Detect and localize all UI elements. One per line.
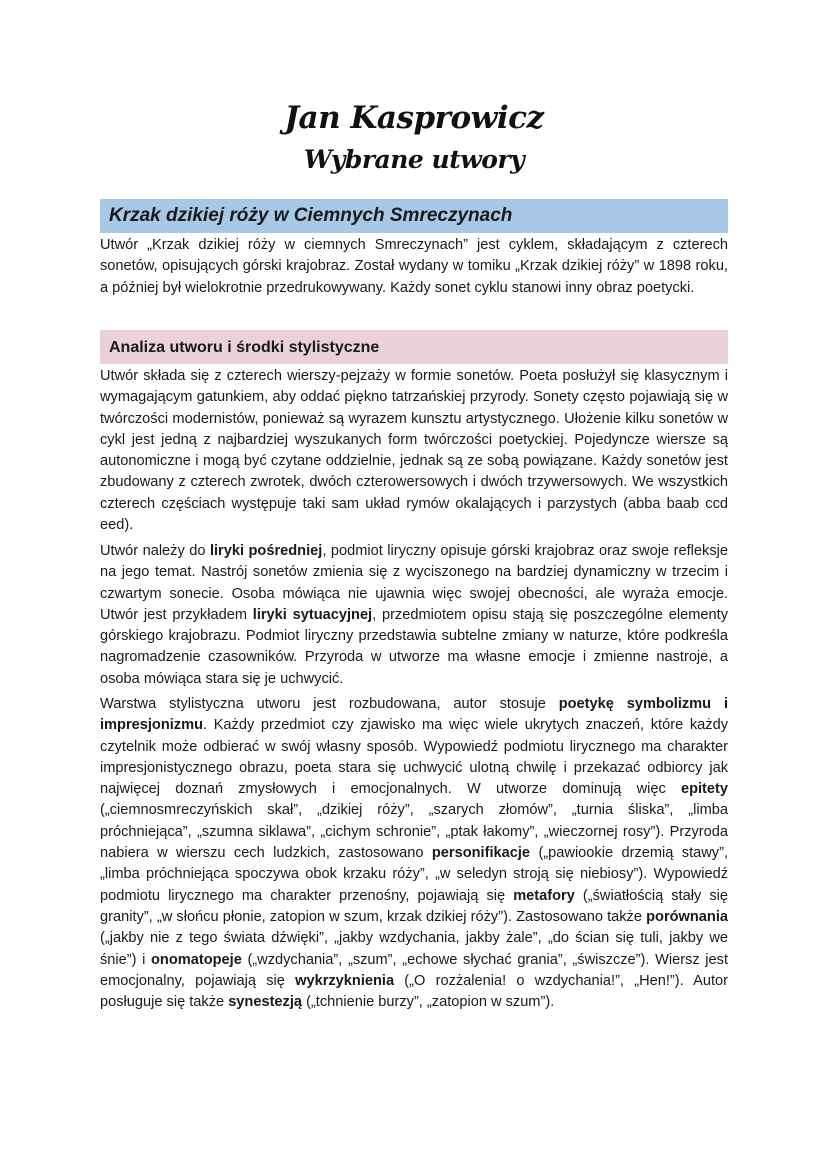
text-run: („tchnienie burzy”, „zatopion w szum”). xyxy=(302,994,555,1011)
term-synestezja: synestezją xyxy=(228,994,303,1011)
document-title: Jan Kasprowicz xyxy=(284,100,544,136)
term-wykrzyknienia: wykrzyknienia xyxy=(295,972,395,989)
intro-paragraph: Utwór „Krzak dzikiej róży w ciemnych Smreczynach” jest cyklem, składającym z czterech sonetów, opisujących górski krajobraz. Został wydany w tomiku „Krzak dzikiej róży” w 1898 roku, a później był wielokrotnie przedrukowywany. Każdy sonet cyklu stanowi inny obraz poetycki. xyxy=(100,237,728,296)
term-epitety: epitety xyxy=(680,781,728,798)
text-run: („O rozżalenia! o wzdychania!”, „Hen!”). Autor posługuje się także xyxy=(100,972,728,1011)
term-porownania: porównania xyxy=(646,908,728,925)
analysis-paragraph-style xyxy=(100,694,728,1013)
text-run: („jakby nie z tego świata dźwięki”, „jakby wzdychania, jakby żale”, „do ścian się tuli, jakby we śnie”) i xyxy=(100,930,728,968)
text-run: Utwór należy do xyxy=(100,543,210,559)
text-run: („ciemnosmreczyńskich skał”, „dzikiej róży”, „szarych złomów”, „turnia śliska”, „limba próchniejąca”, „szumna siklawa”, „cichym schronie”, „ptak łakomy”, „wieczornej rosy”). Przyroda nabiera w wierszu cech ludzkich, zastosowano xyxy=(100,802,728,862)
section-heading-krzak: Krzak dzikiej róży w Ciemnych Smreczynach xyxy=(100,199,728,233)
text-run: . Każdy przedmiot czy zjawisko ma więc wiele ukrytych znaczeń, które każdy czytelnik może odbierać w swój własny sposób. Wypowiedź podmiotu lirycznego ma charakter impresjonistycznego obrazu, poeta stara się uchwycić ulotną chwilę i przekazać odbiorcy jak najwięcej doznań zmysłowych i emocjonalnych. W utworze dominują więc xyxy=(100,717,728,798)
term-metafory: metafory xyxy=(513,887,575,904)
document-subtitle: Wybrane utwory xyxy=(303,145,525,174)
term-liryka-posrednia: liryki pośredniej xyxy=(209,543,323,559)
text-run: („wzdychania”, „szum”, „echowe słychać grania”, „świszcze”). Wiersz jest emocjonalny, pojawiają się xyxy=(100,951,728,989)
section-heading-analiza: Analiza utworu i środki stylistyczne xyxy=(100,330,728,364)
text-run: , podmiot liryczny opisuje górski krajobraz oraz swoje refleksje na jego temat. Nastrój sonetów zmienia się z wyciszonego na bardziej dynamiczny w trzecim i czwartym sonecie. Osoba mówiąca nie ujawnia więc swojej obecności, ale wyraża emocje. Utwór jest przykładem xyxy=(100,543,728,623)
text-run: Warstwa stylistyczna utworu jest rozbudowana, autor stosuje xyxy=(100,696,559,712)
analysis-paragraph-lyric xyxy=(100,541,728,690)
term-liryka-sytuacyjna: liryki sytuacyjnej xyxy=(252,606,373,623)
text-run: („światłością stały się granity”, „w słońcu płonie, zatopion w szum, krzak dzikiej róży”). Zastosowano także xyxy=(100,887,728,925)
term-personifikacje: personifikacje xyxy=(431,845,531,862)
analysis-paragraph-form: Utwór składa się z czterech wierszy-pejzaży w formie sonetów. Poeta posłużył się klasycznym i wymagającym gatunkiem, aby oddać piękno tatrzańskiej przyrody. Sonety często pojawiają się w twórczości modernistów, ponieważ są wyrazem kunsztu artystycznego. Ułożenie kilku sonetów w cykl jest jedną z najbardziej wyszukanych form twórczości poetyckiej. Pojedyncze wiersze są autonomiczne i mogą być czytane oddzielnie, jednak są ze sobą powiązane. Każdy sonetów jest zbudowany z czterech zwrotek, dwóch czterowersowych i dwóch trzywersowych. We wszystkich czterech częściach występuje taki sam układ rymów okalających i parzystych (abba baab ccd eed). xyxy=(100,368,728,534)
term-onomatopeje: onomatopeje xyxy=(151,951,242,968)
term-poetyka: poetykę symbolizmu i impresjonizmu xyxy=(100,696,728,734)
text-run: , przedmiotem opisu stają się poszczególne elementy górskiego krajobrazu. Podmiot liryczny przedstawia subtelne zmiany w naturze, które podkreśla nagromadzenie czasowników. Przyroda w utworze ma własne emocje i zmienne nastroje, a osoba mówiąca stara się je uchwycić. xyxy=(100,606,728,687)
text-run: („pawiookie drzemią stawy”, „limba próchniejąca spoczywa obok krzaku róży”, „w seledyn stroją się niebiosy”). Wypowiedź podmiotu lirycznego ma charakter przenośny, pojawiają się xyxy=(100,845,728,904)
